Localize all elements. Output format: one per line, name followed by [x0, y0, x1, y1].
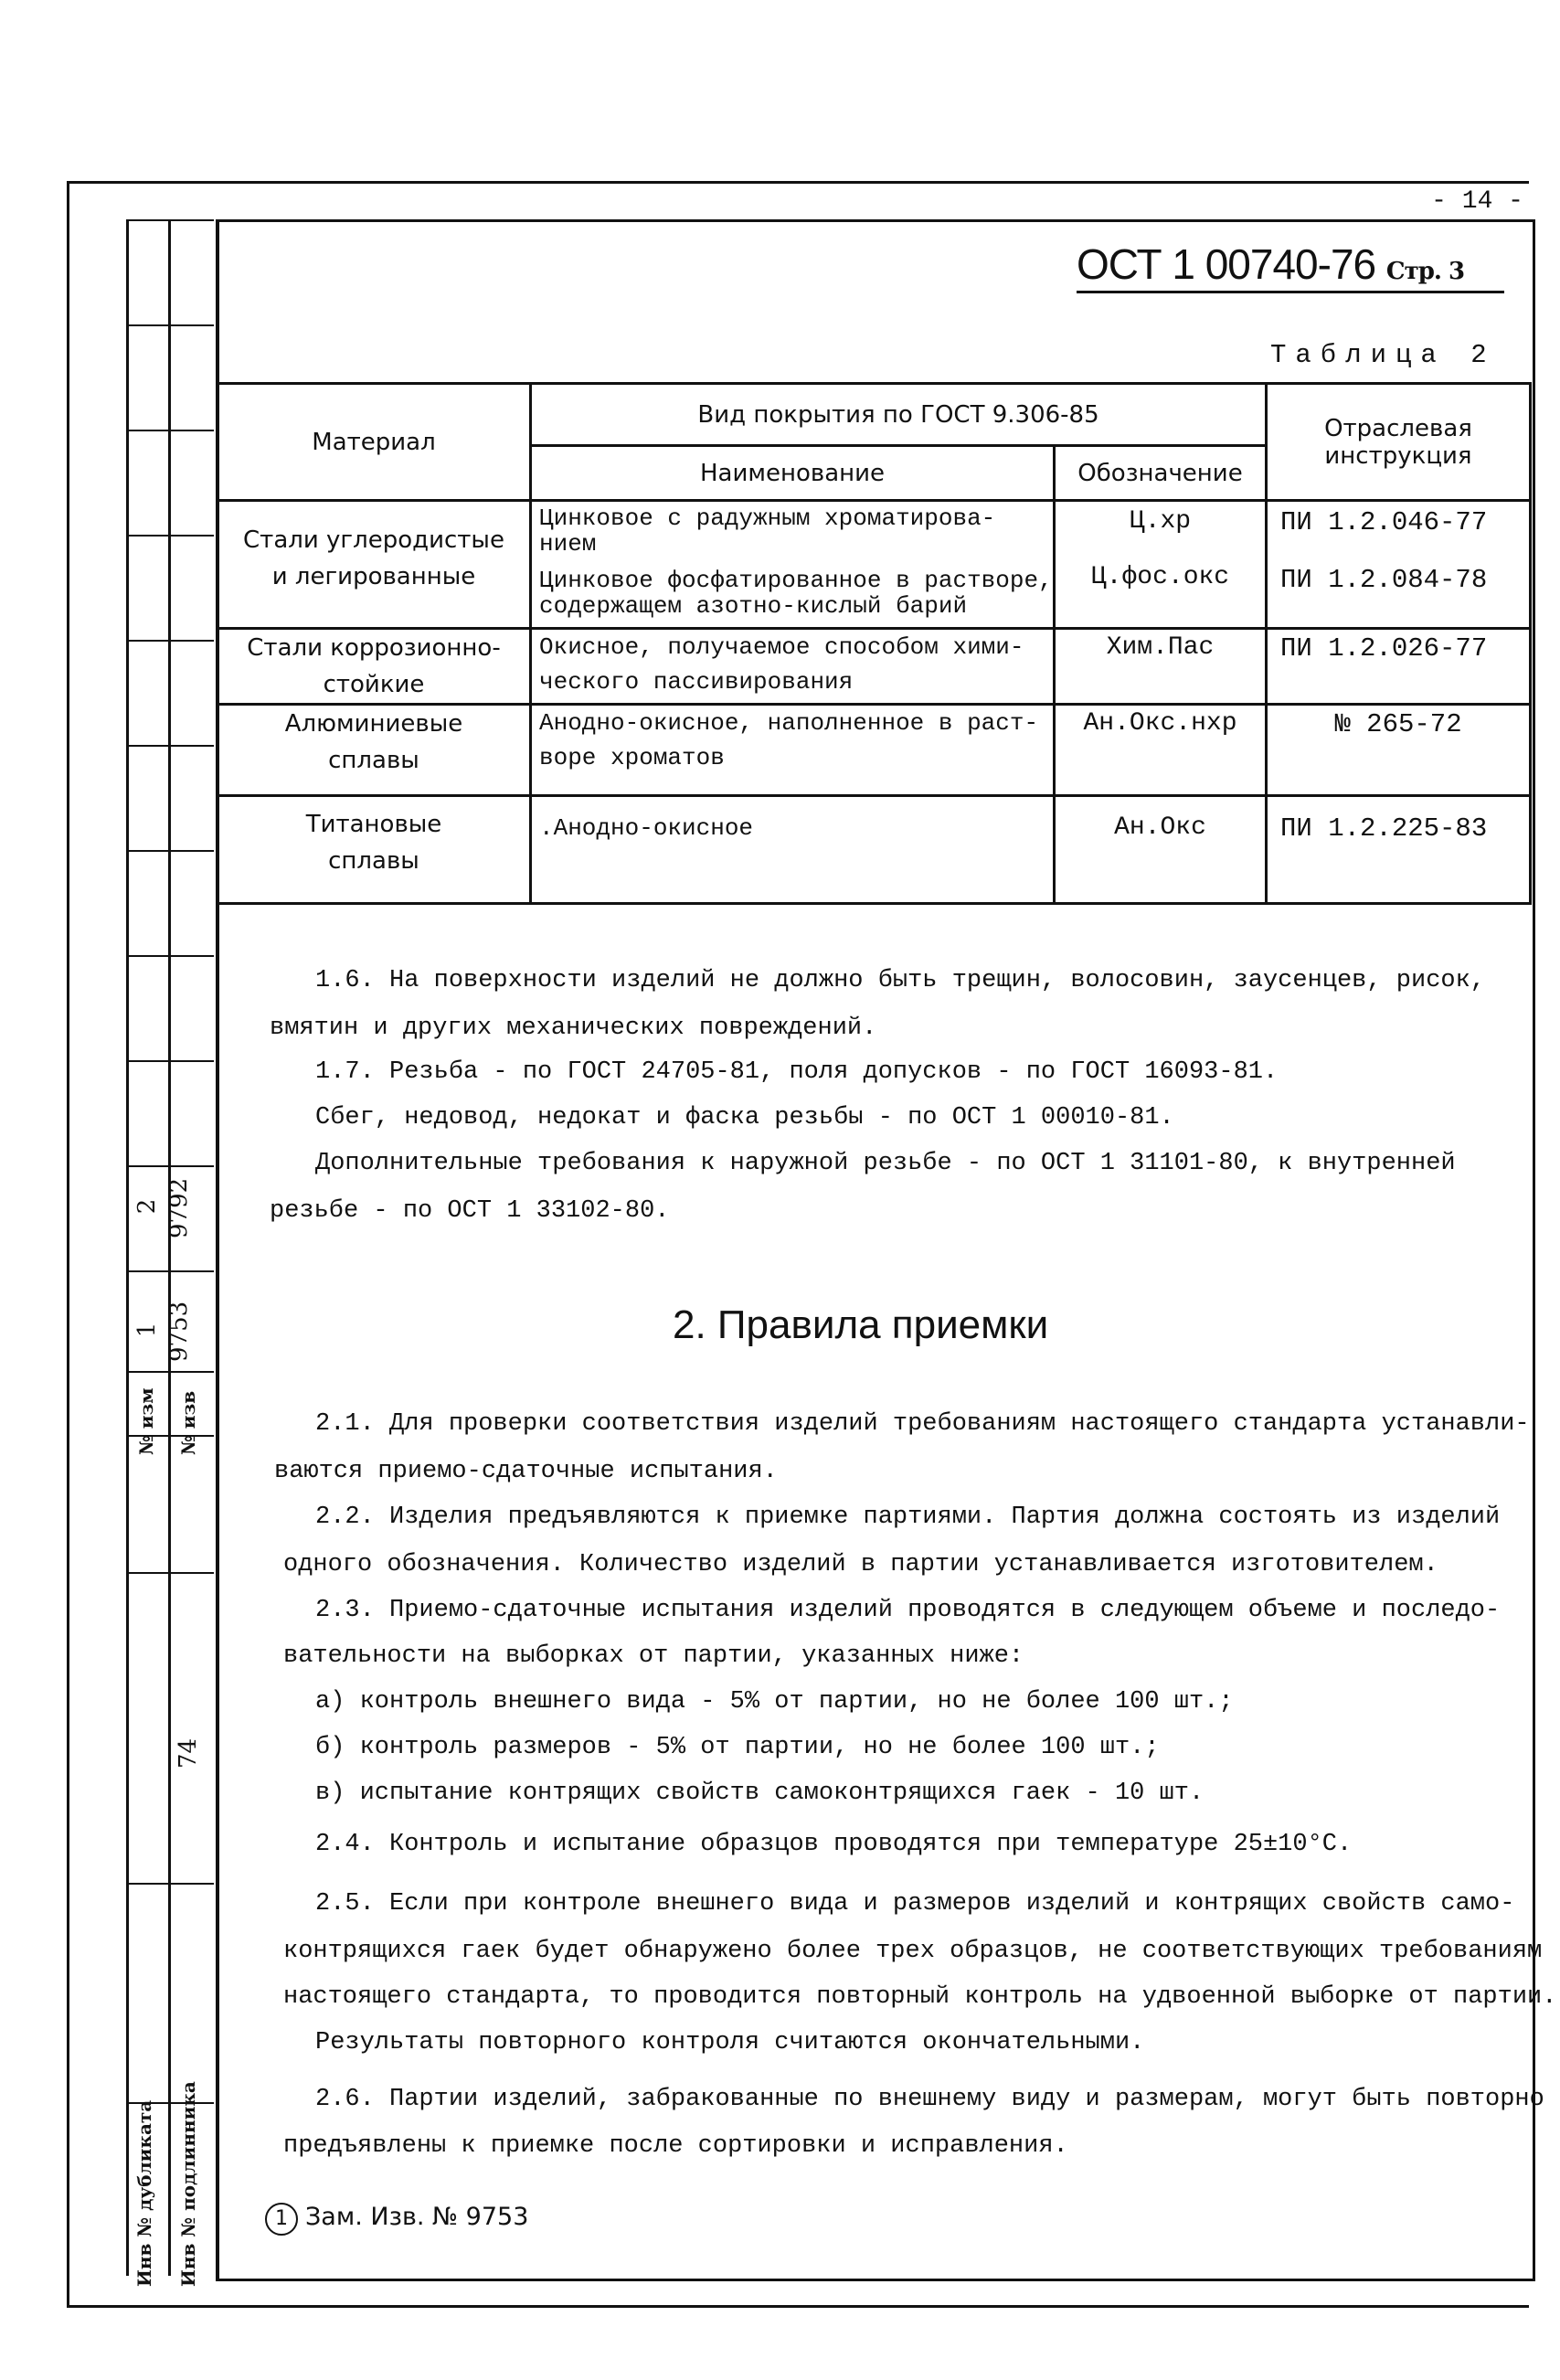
label-duplicate: Инв № дубликата: [133, 2099, 155, 2287]
standard-code: ОСТ 1 00740-76: [1077, 240, 1376, 288]
paragraph-line: 2.6. Партии изделий, забракованные по внешнему виду и размерам, могут быть повторно: [315, 2086, 1544, 2113]
binding-strip: [126, 219, 214, 2287]
strip-line-mid: [168, 219, 171, 2276]
paragraph-line: 2.2. Изделия предъявляются к приемке партиями. Партия должна состоять из изделий: [315, 1503, 1501, 1531]
row-instruction: № 265-72: [1267, 705, 1531, 796]
paragraph-line: 2.4. Контроль и испытание образцов проводятся при температуре 25±10°С.: [315, 1831, 1353, 1858]
paragraph-line: одного обозначения. Количество изделий в партии устанавливается изготовителем.: [283, 1551, 1438, 1578]
paragraph-line: ваются приемо-сдаточные испытания.: [274, 1458, 778, 1485]
paragraph-line: а) контроль внешнего вида - 5% от партии, но не более 100 шт.;: [315, 1688, 1234, 1716]
row-designation: Ан.Окс: [1055, 796, 1267, 904]
row-coating-name: Окисное, получаемое способом хими- ческого пассивирования: [531, 629, 1055, 705]
row-instruction: ПИ 1.2.026-77: [1267, 629, 1531, 705]
notice-number-2: 9792: [165, 1177, 193, 1238]
paragraph-line: 2.5. Если при контроле внешнего вида и размеров изделий и контрящих свойств само-: [315, 1890, 1515, 1918]
table-row: [218, 629, 1531, 705]
table-row: [218, 501, 1531, 629]
label-notice: № изв: [177, 1390, 199, 1455]
paragraph-line: предъявлены к приемке после сортировки и исправления.: [283, 2132, 1068, 2160]
page-label: Стр. 3: [1385, 258, 1465, 285]
standard-designation: [1077, 239, 1464, 289]
label-original: Инв № подлинника: [177, 2081, 199, 2287]
paragraph-line: 2.1. Для проверки соответствия изделий требованиям настоящего стандарта устанавли-: [315, 1410, 1530, 1438]
row-coating-name: Цинковое с радужным хроматирова- нием Цинковое фосфатированное в растворе, содержащем азотно-кислый барий: [531, 501, 1055, 629]
paragraph-line: 1.6. На поверхности изделий не должно быть трещин, волосовин, заусенцев, рисок,: [315, 967, 1486, 994]
row-material: Титановые сплавы: [218, 796, 531, 904]
frame-left-line: [67, 181, 69, 2306]
row-designation: Хим.Пас: [1055, 629, 1267, 705]
standard-underline: [1077, 291, 1504, 293]
row-designation: Ц.хр Ц.фос.окс: [1055, 501, 1267, 629]
frame-bottom-line: [67, 2305, 1529, 2308]
footnote-text: Зам. Изв. № 9753: [305, 2203, 529, 2231]
paragraph-line: в) испытание контрящих свойств самоконтрящихся гаек - 10 шт.: [315, 1780, 1204, 1807]
paragraph-line: 2.3. Приемо-сдаточные испытания изделий проводятся в следующем объеме и последо-: [315, 1597, 1501, 1624]
header-name: Наименование: [531, 446, 1055, 501]
header-instruction: Отраслевая инструкция: [1267, 384, 1531, 501]
page-number: - 14 -: [1431, 187, 1523, 216]
row-instruction: ПИ 1.2.225-83: [1267, 796, 1531, 904]
strip-line-left: [126, 219, 129, 2276]
paragraph-line: резьбе - по ОСТ 1 33102-80.: [270, 1197, 670, 1225]
row-material: Алюминиевые сплавы: [218, 705, 531, 796]
row-material: Стали углеродистые и легированные: [218, 501, 531, 629]
header-designation: Обозначение: [1055, 446, 1267, 501]
row-coating-name: .Анодно-окисное: [531, 796, 1055, 904]
row-designation: Ан.Окс.нхр: [1055, 705, 1267, 796]
frame-top-line: [67, 181, 1529, 184]
table-row: [218, 705, 1531, 796]
paragraph-line: Дополнительные требования к наружной резьбе - по ОСТ 1 31101-80, к внутренней: [315, 1150, 1456, 1177]
paragraph-line: вмятин и других механических повреждений.: [270, 1015, 877, 1042]
paragraph-line: настоящего стандарта, то проводится повторный контроль на удвоенной выборке от партии.: [283, 1983, 1557, 2011]
row-instruction: ПИ 1.2.046-77 ПИ 1.2.084-78: [1267, 501, 1531, 629]
change-number-2: 2: [133, 1198, 161, 1215]
paragraph-line: Результаты повторного контроля считаются окончательными.: [315, 2029, 1145, 2056]
row-coating-name: Анодно-окисное, наполненное в раст- воре хроматов: [531, 705, 1055, 796]
paragraph-line: 1.7. Резьба - по ГОСТ 24705-81, поля допусков - по ГОСТ 16093-81.: [315, 1058, 1279, 1086]
change-mark-circle: 1: [265, 2203, 298, 2236]
header-coating-type: Вид покрытия по ГОСТ 9.306-85: [531, 384, 1267, 446]
label-change: № изм: [135, 1387, 157, 1455]
paragraph-line: вательности на выборках от партии, указанных ниже:: [283, 1642, 1024, 1670]
notice-number-1: 9753: [165, 1301, 193, 1362]
table-caption: Таблица 2: [1270, 340, 1496, 370]
row-material: Стали коррозионно- стойкие: [218, 629, 531, 705]
section-title: 2. Правила приемки: [673, 1302, 1049, 1347]
change-footnote: [265, 2203, 528, 2236]
inventory-number: 74: [175, 1737, 202, 1769]
coating-table: [216, 382, 1532, 905]
change-number-1: 1: [133, 1322, 161, 1338]
table-row: [218, 796, 1531, 904]
header-material: Материал: [218, 384, 531, 501]
paragraph-line: контрящихся гаек будет обнаружено более трех образцов, не соответствующих требованиям: [283, 1938, 1543, 1965]
paragraph-line: б) контроль размеров - 5% от партии, но не более 100 шт.;: [315, 1734, 1160, 1761]
paragraph-line: Сбег, недовод, недокат и фаска резьбы - по ОСТ 1 00010-81.: [315, 1104, 1174, 1132]
